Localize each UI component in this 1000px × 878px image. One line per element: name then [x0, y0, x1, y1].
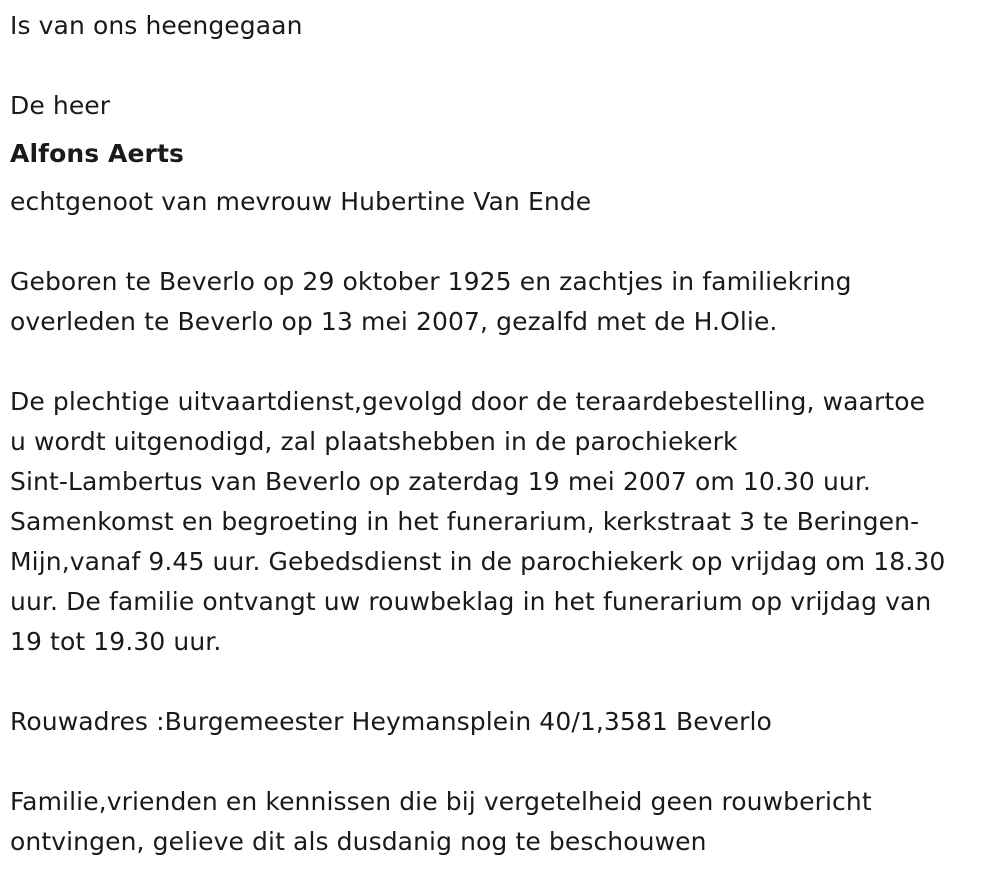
birth-death-paragraph: [10, 262, 852, 342]
paragraph-line: ontvingen, gelieve dit als dusdanig nog te beschouwen: [10, 827, 707, 856]
paragraph-line: Familie,vrienden en kennissen die bij vergetelheid geen rouwbericht: [10, 787, 872, 816]
intro-text: Is van ons heengegaan: [10, 11, 303, 40]
paragraph-line: 19 tot 19.30 uur.: [10, 627, 222, 656]
funeral-service-paragraph: [10, 382, 945, 662]
paragraph-line: De plechtige uitvaartdienst,gevolgd door de teraardebestelling, waartoe: [10, 387, 926, 416]
paragraph-line: Sint-Lambertus van Beverlo op zaterdag 19 mei 2007 om 10.30 uur.: [10, 467, 871, 496]
paragraph-line: Geboren te Beverlo op 29 oktober 1925 en zachtjes in familiekring: [10, 267, 852, 296]
mourning-address: Rouwadres :Burgemeester Heymansplein 40/1,3581 Beverlo: [10, 707, 772, 736]
paragraph-line: uur. De familie ontvangt uw rouwbeklag in het funerarium op vrijdag van: [10, 587, 932, 616]
deceased-name: Alfons Aerts: [10, 139, 185, 168]
family-note-paragraph: [10, 782, 872, 862]
title-prefix: De heer: [10, 91, 111, 120]
spouse-line: echtgenoot van mevrouw Hubertine Van Ende: [10, 187, 592, 216]
paragraph-line: Mijn,vanaf 9.45 uur. Gebedsdienst in de parochiekerk op vrijdag om 18.30: [10, 547, 946, 576]
paragraph-line: Samenkomst en begroeting in het funerarium, kerkstraat 3 te Beringen-: [10, 507, 920, 536]
paragraph-line: overleden te Beverlo op 13 mei 2007, gezalfd met de H.Olie.: [10, 307, 778, 336]
paragraph-line: u wordt uitgenodigd, zal plaatshebben in de parochiekerk: [10, 427, 738, 456]
mourning-address-paragraph: [10, 702, 772, 742]
